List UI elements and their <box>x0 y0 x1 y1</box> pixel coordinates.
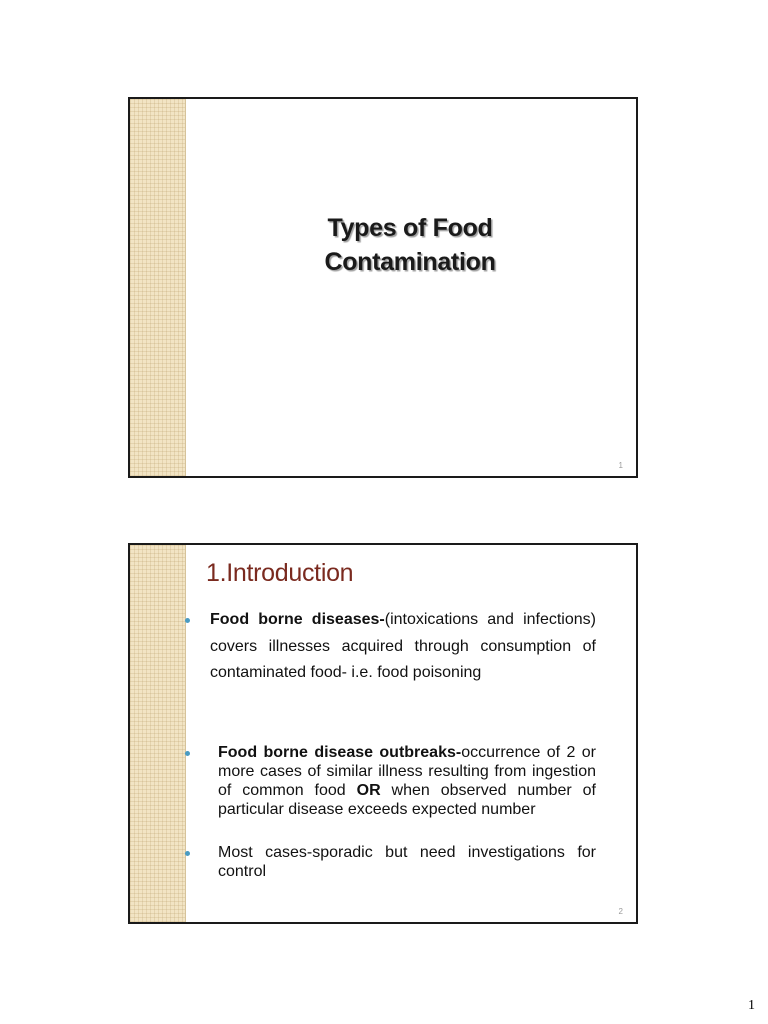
bullet-icon <box>185 751 190 756</box>
bullet-item <box>218 743 596 819</box>
bullet-text: (intoxications and infections) covers illnesses acquired through consumption of contaminated food- i.e. food poisoning <box>210 611 596 681</box>
decorative-strip <box>130 545 186 922</box>
bullet-icon <box>185 851 190 856</box>
bullet-text: when observed number of particular disease exceeds expected number <box>218 782 596 818</box>
bullet-term: Food borne diseases- <box>210 611 385 628</box>
slide-2 <box>128 543 638 924</box>
slide-title <box>290 211 530 279</box>
bullet-text: Most cases-sporadic but need investigations for control <box>218 844 596 880</box>
bullet-item <box>218 843 596 881</box>
slide-title-line-2: Contamination <box>324 248 496 276</box>
slide-number: 2 <box>618 907 623 916</box>
slide-number: 1 <box>618 461 623 470</box>
bullet-term: Food borne disease outbreaks- <box>218 744 462 761</box>
slide-1 <box>128 97 638 478</box>
bullet-text: occurrence of 2 or more cases of similar illness resulting from ingestion of common food <box>218 744 597 799</box>
page-number: 1 <box>748 998 755 1013</box>
bullet-item <box>210 607 596 687</box>
bullet-emphasis: OR <box>356 782 381 799</box>
slide-heading: 1.Introduction <box>206 559 354 587</box>
slide-title-line-1: Types of Food <box>327 214 493 242</box>
decorative-strip <box>130 99 186 476</box>
bullet-icon <box>185 618 190 623</box>
